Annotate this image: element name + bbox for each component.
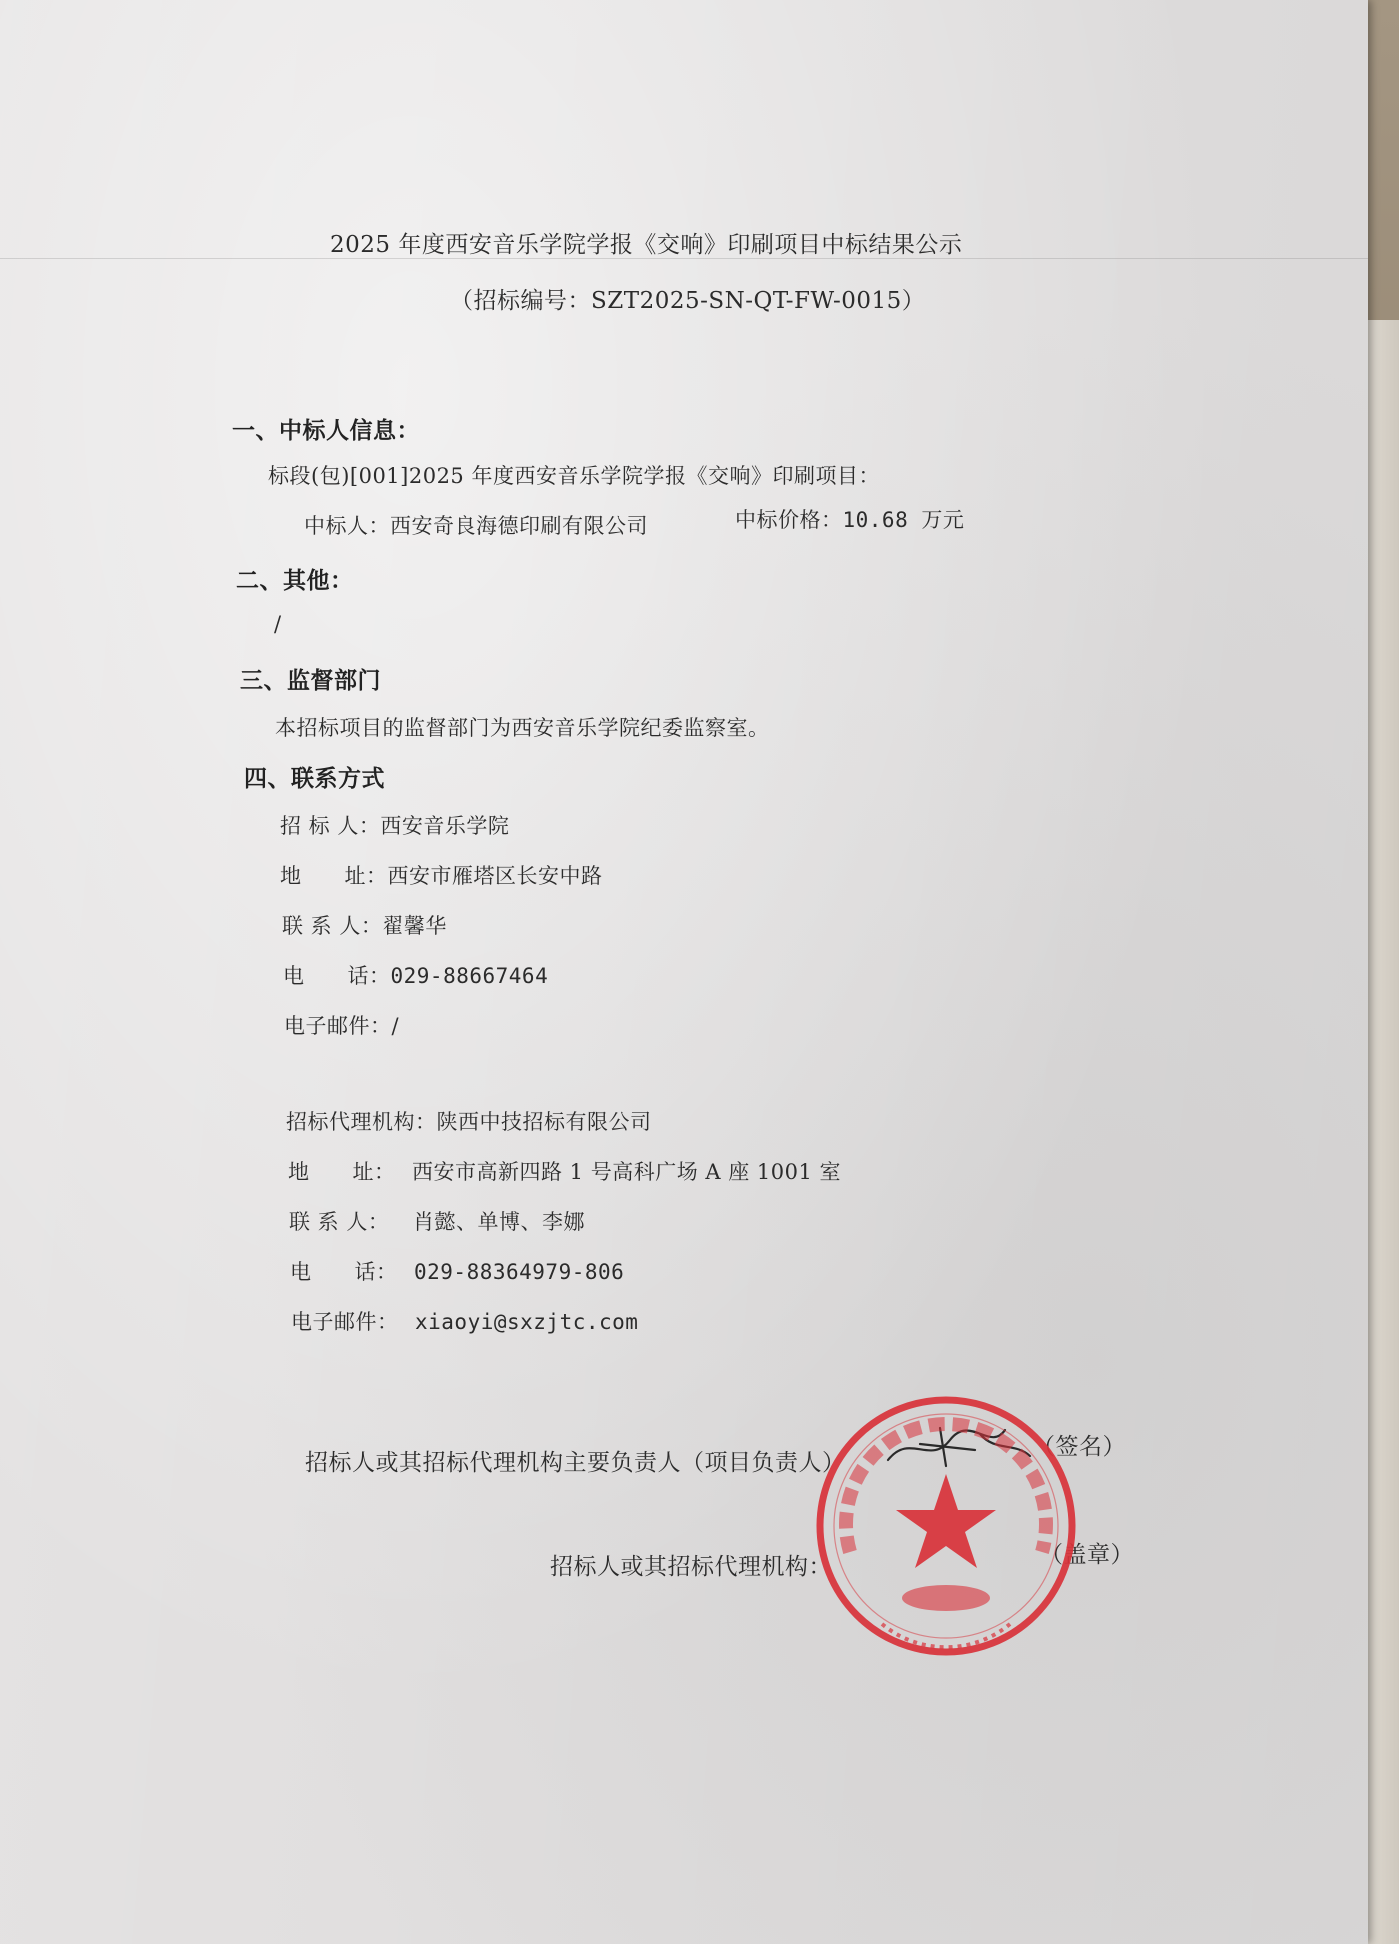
tenderer-address: 西安市雁塔区长安中路 — [387, 864, 603, 888]
agency-contact-row — [289, 1206, 585, 1236]
agency-name-label: 招标代理机构： — [286, 1110, 437, 1134]
price-value: 10.68 万元 — [842, 508, 965, 532]
tenderer-name: 西安音乐学院 — [380, 814, 510, 838]
agency-contact-label: 联 系 人： — [289, 1210, 390, 1234]
section2-content: / — [274, 612, 282, 636]
tenderer-name-row — [280, 810, 509, 840]
agency-email-row — [291, 1306, 638, 1336]
section1-heading: 一、中标人信息： — [232, 418, 420, 444]
agency-address: 西安市高新四路 1 号高科广场 A 座 1001 室 — [412, 1160, 842, 1184]
tenderer-address-label: 地 址： — [280, 864, 388, 888]
tenderer-contact: 翟馨华 — [382, 914, 447, 938]
winner-name: 西安奇良海德印刷有限公司 — [390, 514, 648, 538]
agency-phone-row — [290, 1256, 624, 1286]
agency-name: 陕西中技招标有限公司 — [436, 1110, 652, 1134]
seal-line: 招标人或其招标代理机构： — [550, 1554, 832, 1580]
document-subtitle: （招标编号：SZT2025-SN-QT-FW-0015） — [450, 288, 926, 314]
agency-name-row — [286, 1106, 652, 1136]
agency-address-row — [288, 1156, 841, 1186]
tenderer-email-label: 电子邮件： — [284, 1014, 392, 1038]
agency-contact: 肖懿、单博、李娜 — [413, 1210, 585, 1234]
section2-heading: 二、其他： — [236, 568, 354, 594]
tenderer-phone: 029-88667464 — [390, 964, 549, 988]
winner-label: 中标人： — [304, 514, 390, 538]
signature-label: 招标人或其招标代理机构主要负责人（项目负责人） — [305, 1450, 846, 1476]
tenderer-phone-row — [283, 960, 548, 990]
seal-suffix: （盖章） — [1040, 1542, 1134, 1568]
section3-heading: 三、监督部门 — [240, 668, 381, 694]
price-row — [735, 504, 964, 534]
agency-phone-label: 电 话： — [290, 1260, 398, 1284]
signature-line — [305, 1444, 846, 1477]
winner-row — [304, 510, 648, 540]
agency-email-label: 电子邮件： — [291, 1310, 399, 1334]
agency-phone: 029-88364979-806 — [414, 1260, 625, 1284]
lot-line: 标段(包)[001]2025 年度西安音乐学院学报《交响》印刷项目： — [268, 464, 880, 488]
sign-suffix: （签名） — [1032, 1434, 1126, 1460]
section3-content: 本招标项目的监督部门为西安音乐学院纪委监察室。 — [275, 716, 770, 740]
tenderer-contact-label: 联 系 人： — [282, 914, 383, 938]
document-title: 2025 年度西安音乐学院学报《交响》印刷项目中标结果公示 — [330, 232, 963, 258]
agency-address-label: 地 址： — [288, 1160, 396, 1184]
tenderer-address-row — [280, 860, 603, 890]
tenderer-phone-label: 电 话： — [283, 964, 391, 988]
tenderer-name-label: 招 标 人： — [280, 814, 381, 838]
agency-email: xiaoyi@sxzjtc.com — [415, 1310, 639, 1334]
tenderer-email-row — [284, 1010, 399, 1040]
section4-heading: 四、联系方式 — [244, 766, 385, 792]
official-seal-stamp — [812, 1392, 1080, 1660]
tenderer-contact-row — [282, 910, 447, 940]
price-label: 中标价格： — [735, 508, 843, 532]
tenderer-email: / — [391, 1014, 400, 1038]
